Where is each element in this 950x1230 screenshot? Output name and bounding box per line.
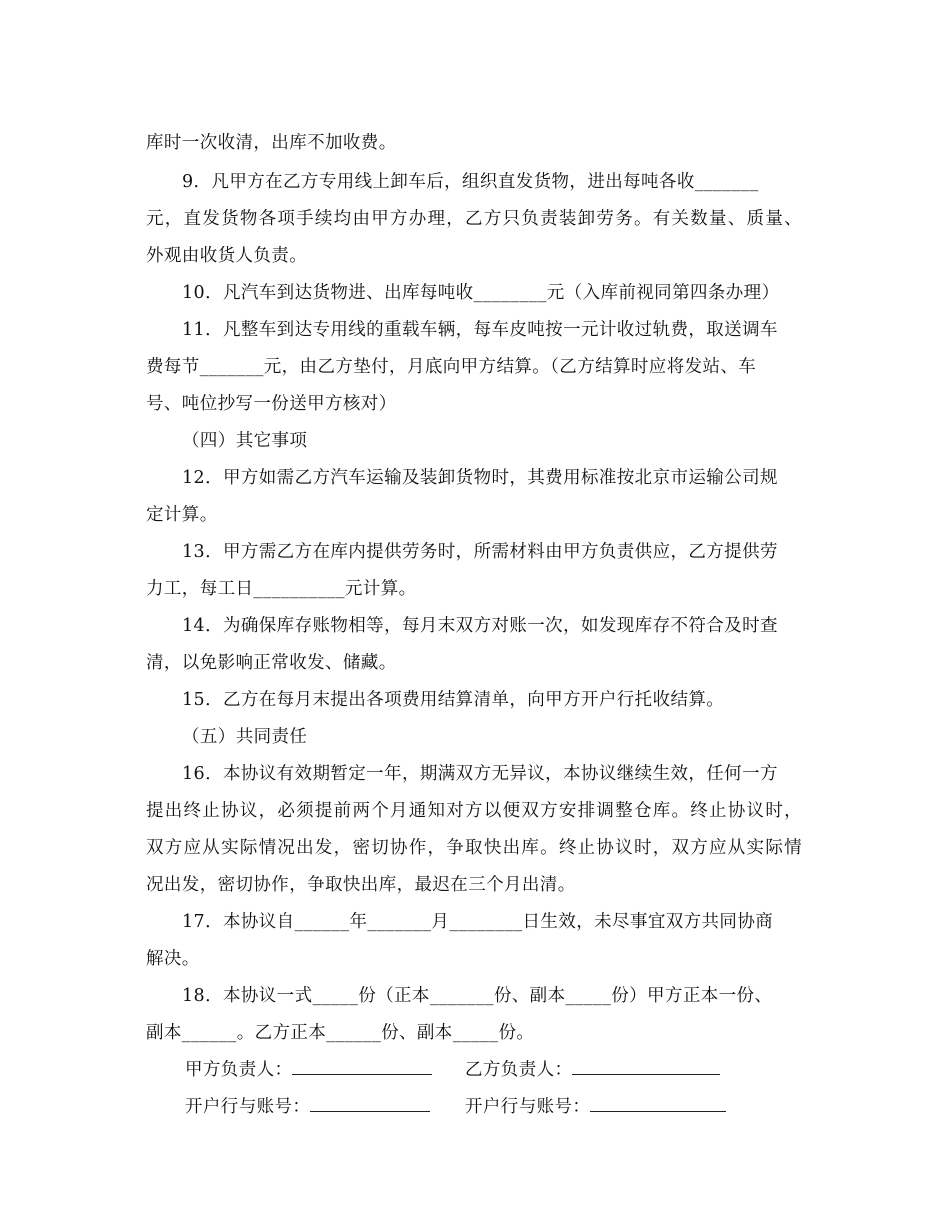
clause-17-line: 17．本协议自______年_______月________日生效，未尽事宜双方共同协商 <box>182 912 774 932</box>
clause-11-line: 11．凡整车到达专用线的重载车辆，每车皮吨按一元计收过轨费，取送调车 <box>182 320 778 340</box>
party-a-rep-row <box>185 1058 432 1082</box>
para-line: 解决。 <box>146 949 200 969</box>
clause-18-line: 18．本协议一式_____份（正本_______份、副本_____份）甲方正本一份、 <box>182 986 773 1006</box>
clause-15-line: 15．乙方在每月末提出各项费用结算清单，向甲方开户行托收结算。 <box>182 690 725 710</box>
para-line: 元，直发货物各项手续均由甲方办理，乙方只负责装卸劳务。有关数量、质量、 <box>146 209 802 229</box>
party-a-rep-label: 甲方负责人： <box>185 1060 293 1080</box>
para-line: 双方应从实际情况出发，密切协作，争取快出库。终止协议时，双方应从实际情 <box>146 838 802 858</box>
party-a-bank-blank[interactable] <box>310 1095 430 1112</box>
party-a-bank-row <box>185 1095 430 1119</box>
para-line: 费每节_______元，由乙方垫付，月底向甲方结算。（乙方结算时应将发站、车 <box>146 357 757 377</box>
clause-16-line: 16．本协议有效期暂定一年，期满双方无异议，本协议继续生效，任何一方 <box>182 764 778 784</box>
para-line: 副本______。乙方正本______份、副本_____份。 <box>146 1023 535 1043</box>
para-line: 库时一次收清，出库不加收费。 <box>146 133 397 153</box>
clause-12-line: 12．甲方如需乙方汽车运输及装卸货物时，其费用标准按北京市运输公司规 <box>182 468 778 488</box>
party-b-bank-blank[interactable] <box>590 1095 726 1112</box>
party-b-rep-blank[interactable] <box>572 1058 720 1075</box>
para-line: 外观由收货人负责。 <box>146 246 308 266</box>
party-b-rep-row <box>465 1058 720 1082</box>
clause-10-line: 10．凡汽车到达货物进、出库每吨收________元（入库前视同第四条办理） <box>182 283 780 303</box>
section-heading-five: （五）共同责任 <box>182 727 308 747</box>
party-a-bank-label: 开户行与账号： <box>185 1097 311 1117</box>
para-line: 定计算。 <box>146 505 218 525</box>
party-b-rep-label: 乙方负责人： <box>465 1060 573 1080</box>
clause-13-line: 13．甲方需乙方在库内提供劳务时，所需材料由甲方负责供应，乙方提供劳 <box>182 542 778 562</box>
clause-14-line: 14．为确保库存账物相等，每月末双方对账一次，如发现库存不符合及时查 <box>182 616 778 636</box>
para-line: 力工，每工日__________元计算。 <box>146 579 417 599</box>
para-line: 况出发，密切协作，争取快出库，最迟在三个月出清。 <box>146 875 576 895</box>
party-b-bank-label: 开户行与账号： <box>465 1097 591 1117</box>
clause-9-line: 9．凡甲方在乙方专用线上卸车后，组织直发货物，进出每吨各收_______ <box>182 172 759 192</box>
para-line: 清，以免影响正常收发、储藏。 <box>146 653 397 673</box>
section-heading-four: （四）其它事项 <box>182 431 308 451</box>
para-line: 提出终止协议，必须提前两个月通知对方以便双方安排调整仓库。终止协议时， <box>146 801 802 821</box>
party-a-rep-blank[interactable] <box>292 1058 432 1075</box>
para-line: 号、吨位抄写一份送甲方核对） <box>146 394 397 414</box>
party-b-bank-row <box>465 1095 726 1119</box>
